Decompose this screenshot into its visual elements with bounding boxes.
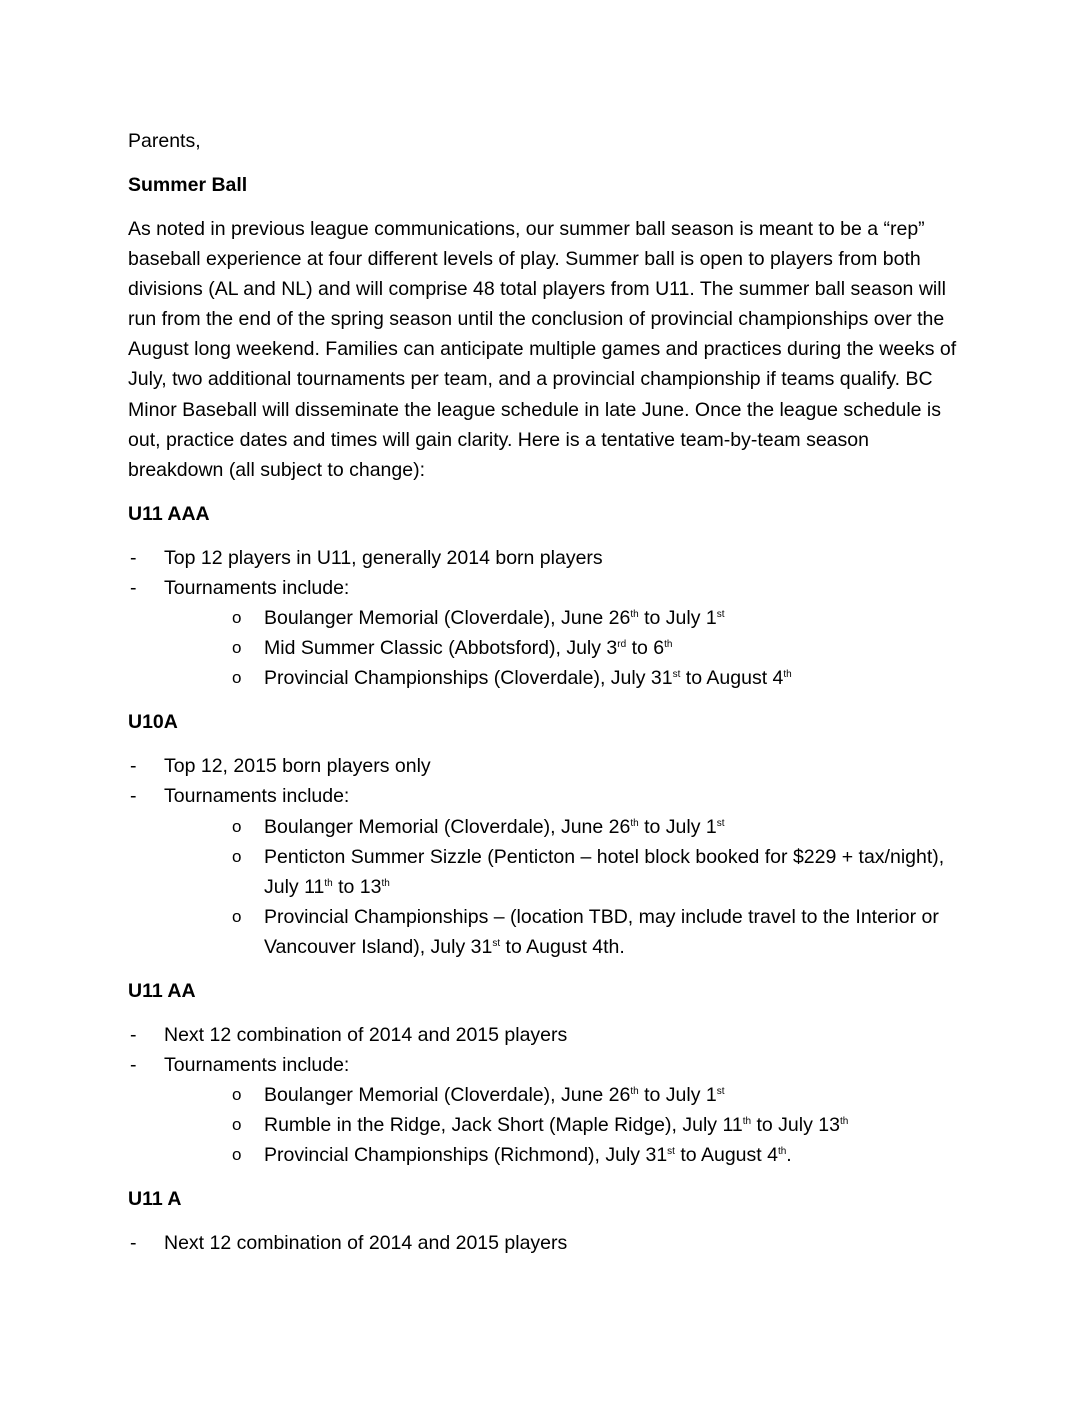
- bullet-text: Tournaments include:: [164, 785, 350, 808]
- tournament-text: Provincial Championships – (location TBD, may include travel to the Interior or Vancouver Island), July 31: [264, 905, 939, 958]
- tournament-item: [228, 603, 958, 633]
- ordinal-suffix: st: [672, 669, 681, 681]
- tournament-item: [228, 902, 958, 962]
- tournament-text: to 13: [332, 875, 382, 898]
- tournament-text: .: [786, 1144, 792, 1167]
- tournament-text: to August 4: [674, 1144, 778, 1167]
- team-bullet-list: [128, 1228, 958, 1258]
- greeting: Parents,: [128, 130, 201, 152]
- team-bullet-list: [128, 1020, 958, 1170]
- tournament-text: Provincial Championships (Cloverdale), July 31: [264, 667, 673, 690]
- tournament-item: [228, 663, 958, 693]
- intro-paragraph: As noted in previous league communications, our summer ball season is meant to be a “rep” baseball experience at four different levels of play. Summer ball is open to players from both divisions (AL and NL) and will comprise 48 total players from U11. The summer ball season will run from the end of the spring season until the conclusion of provincial championships over the August long weekend. Families can anticipate multiple games and practices during the weeks of July, two additional tournaments per team, and a provincial championship if teams qualify. BC Minor Baseball will disseminate the league schedule in late June. Once the league schedule is out, practice dates and times will gain clarity. Here is a tentative team-by-team season breakdown (all subject to change):: [128, 218, 957, 481]
- tournament-item: [228, 633, 958, 663]
- bullet-text: Tournaments include:: [164, 576, 350, 599]
- ordinal-suffix: st: [667, 1146, 675, 1158]
- ordinal-suffix: th: [783, 669, 792, 681]
- tournament-item: [228, 842, 958, 902]
- team-heading: U10A: [128, 711, 178, 734]
- tournament-item: [228, 1080, 958, 1110]
- team-heading: U11 A: [128, 1188, 182, 1211]
- team-bullet-list: [128, 543, 958, 693]
- tournament-text: to July 1: [638, 1084, 717, 1107]
- tournament-text: Rumble in the Ridge, Jack Short (Maple Ridge), July 11: [264, 1114, 743, 1137]
- bullet-item: [128, 781, 958, 962]
- ordinal-suffix: th: [742, 1116, 752, 1128]
- ordinal-suffix: th: [839, 1116, 849, 1128]
- tournament-text: to July 1: [638, 607, 717, 630]
- ordinal-suffix: st: [716, 817, 725, 829]
- bullet-item: [128, 751, 958, 781]
- tournament-text: Provincial Championships (Richmond), July 31: [264, 1144, 668, 1167]
- tournament-text: Boulanger Memorial (Cloverdale), June 26: [264, 1084, 631, 1107]
- tournament-item: [228, 1140, 958, 1170]
- tournament-list: [164, 812, 958, 962]
- ordinal-suffix: rd: [617, 639, 627, 651]
- tournament-list: [164, 603, 958, 693]
- bullet-item: [128, 1020, 958, 1050]
- bullet-item: [128, 1050, 958, 1170]
- bullet-item: [128, 1228, 958, 1258]
- bullet-item: [128, 573, 958, 693]
- bullet-text: Next 12 combination of 2014 and 2015 players: [164, 1232, 568, 1255]
- tournament-text: Boulanger Memorial (Cloverdale), June 26: [264, 815, 631, 838]
- bullet-text: Tournaments include:: [164, 1054, 350, 1077]
- ordinal-suffix: th: [324, 877, 333, 889]
- tournament-item: [228, 1110, 958, 1140]
- tournament-text: to August 4: [680, 667, 784, 690]
- ordinal-suffix: st: [716, 1086, 725, 1098]
- ordinal-suffix: st: [716, 609, 725, 621]
- tournament-list: [164, 1080, 958, 1170]
- ordinal-suffix: th: [777, 1146, 787, 1158]
- tournament-text: Boulanger Memorial (Cloverdale), June 26: [264, 607, 631, 630]
- ordinal-suffix: th: [664, 639, 673, 651]
- team-bullet-list: [128, 751, 958, 962]
- tournament-text: Mid Summer Classic (Abbotsford), July 3: [264, 637, 618, 660]
- team-list: [128, 499, 958, 1259]
- section-title: Summer Ball: [128, 174, 248, 196]
- tournament-item: [228, 812, 958, 842]
- team-heading: U11 AAA: [128, 502, 210, 525]
- ordinal-suffix: st: [492, 937, 501, 949]
- letter-body: [128, 126, 958, 1273]
- tournament-text: to August 4th.: [500, 935, 625, 958]
- tournament-text: to July 1: [638, 815, 717, 838]
- bullet-item: [128, 543, 958, 573]
- team-heading: U11 AA: [128, 979, 196, 1002]
- ordinal-suffix: th: [630, 609, 639, 621]
- tournament-text: to 6: [626, 637, 665, 660]
- tournament-text: Penticton Summer Sizzle (Penticton – hotel block booked for $229 + tax/night), July 11: [264, 845, 945, 898]
- bullet-text: Top 12 players in U11, generally 2014 born players: [164, 546, 603, 569]
- ordinal-suffix: th: [630, 817, 639, 829]
- bullet-text: Next 12 combination of 2014 and 2015 players: [164, 1023, 568, 1046]
- tournament-text: to July 13: [751, 1114, 840, 1137]
- ordinal-suffix: th: [630, 1086, 639, 1098]
- ordinal-suffix: th: [381, 877, 390, 889]
- bullet-text: Top 12, 2015 born players only: [164, 755, 431, 778]
